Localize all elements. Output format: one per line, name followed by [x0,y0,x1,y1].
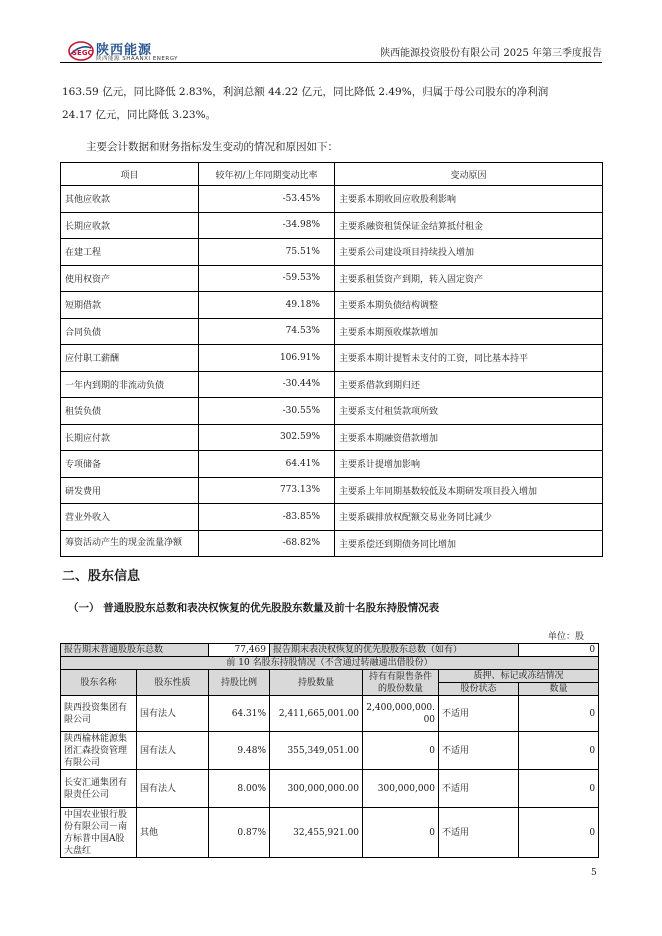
ratio-cell: 64.31% [209,696,270,732]
reason-cell: 主要系本期计提暂未支付的工资，同比基本持平 [335,345,603,372]
header-status: 股份状态 [439,683,519,696]
changes-table-header [61,163,603,186]
ratio-cell: 106.91% [199,345,335,372]
nature-cell: 国有法人 [137,732,209,770]
reason-cell: 主要系本期负债结构调整 [335,292,603,319]
header-ratio: 较年初/上年同期变动比率 [199,163,335,186]
header-restricted: 持有有限售条件的股份数量 [363,670,439,696]
table-row [61,770,599,808]
ratio-cell: 8.00% [209,770,270,808]
item-cell: 使用权资产 [61,265,199,292]
ratio-cell: 74.53% [199,318,335,345]
ratio-cell: 64.41% [199,451,335,478]
company-logo-icon [68,40,94,62]
table-row [61,265,603,292]
changes-table [60,162,603,557]
amount-cell: 300,000,000.00 [270,770,363,808]
header-reason: 变动原因 [335,163,603,186]
restricted-cell: 300,000,000 [363,770,439,808]
pref-holders-label: 报告期末表决权恢复的优先股股东总数（如有） [270,644,519,657]
report-title: 陕西能源投资股份有限公司 2025 年第三季度报告 [380,48,602,59]
summary-row [61,644,599,657]
nature-cell: 国有法人 [137,770,209,808]
item-cell: 短期借款 [61,292,199,319]
logo-text-en: 陕西能源 SHAANXI ENERGY [96,56,179,62]
ratio-cell: -30.55% [199,398,335,425]
item-cell: 应付职工薪酬 [61,345,199,372]
reason-cell: 主要系计提增加影响 [335,451,603,478]
logo-text-cn: 陕西能源 [96,43,153,58]
table-row [61,186,603,213]
reason-cell: 主要系支付租赁款项所致 [335,398,603,425]
amount-cell: 355,349,051.00 [270,732,363,770]
item-cell: 营业外收入 [61,504,199,531]
table-row [61,477,603,504]
table-row [61,808,599,858]
table-row [61,345,603,372]
restricted-cell: 2,400,000,000.00 [363,696,439,732]
ratio-cell: 302.59% [199,424,335,451]
ratio-cell: -83.85% [199,504,335,531]
restricted-cell: 0 [363,808,439,858]
table-row [61,371,603,398]
header-pledge: 质押、标记或冻结情况 [439,670,599,683]
reason-cell: 主要系本期融资借款增加 [335,424,603,451]
table-row [61,696,599,732]
ratio-cell: 75.51% [199,239,335,266]
status-cell: 不适用 [439,770,519,808]
table-row [61,212,603,239]
pref-holders-value: 0 [519,644,599,657]
header-nature: 股东性质 [137,670,209,696]
quantity-cell: 0 [519,732,599,770]
subsection-title: （一） 普通股股东总数和表决权恢复的优先股股东数量及前十名股东持股情况表 [68,602,440,614]
item-cell: 其他应收款 [61,186,199,213]
item-cell: 筹资活动产生的现金流量净额 [61,530,199,557]
logo-mark-text: SEGC [72,49,93,57]
name-cell: 陕西投资集团有限公司 [61,696,137,732]
item-cell: 长期应收款 [61,212,199,239]
restricted-cell: 0 [363,732,439,770]
reason-cell: 主要系租赁资产到期，转入固定资产 [335,265,603,292]
header-item: 项目 [61,163,199,186]
reason-cell: 主要系本期收回应收股利影响 [335,186,603,213]
header-ratio: 持股比例 [209,670,270,696]
top10-title-row [61,657,599,670]
status-cell: 不适用 [439,808,519,858]
ratio-cell: -53.45% [199,186,335,213]
intro-line-2: 24.17 亿元，同比降低 3.23%。 [62,109,217,121]
item-cell: 专项储备 [61,451,199,478]
reason-cell: 主要系融资租赁保证金结算抵付租金 [335,212,603,239]
table-row [61,292,603,319]
quantity-cell: 0 [519,770,599,808]
total-holders-value: 77,469 [209,644,270,657]
quantity-cell: 0 [519,808,599,858]
name-cell: 陕西榆林能源集团汇森投资管理有限公司 [61,732,137,770]
reason-cell: 主要系本期预收煤款增加 [335,318,603,345]
amount-cell: 2,411,665,001.00 [270,696,363,732]
ratio-cell: 9.48% [209,732,270,770]
table-row [61,732,599,770]
amount-cell: 32,455,921.00 [270,808,363,858]
status-cell: 不适用 [439,696,519,732]
item-cell: 研发费用 [61,477,199,504]
table-row [61,239,603,266]
header-divider [60,62,602,63]
item-cell: 合同负债 [61,318,199,345]
header-amount: 持股数量 [270,670,363,696]
item-cell: 一年内到期的非流动负债 [61,371,199,398]
table-row [61,318,603,345]
ratio-cell: 49.18% [199,292,335,319]
page-header [60,34,602,64]
reason-cell: 主要系借款到期归还 [335,371,603,398]
item-cell: 租赁负债 [61,398,199,425]
status-cell: 不适用 [439,732,519,770]
ratio-cell: -68.82% [199,530,335,557]
section-title: 二、股东信息 [62,569,141,584]
ratio-cell: -59.53% [199,265,335,292]
ratio-cell: 773.13% [199,477,335,504]
intro-line-3: 主要会计数据和财务指标发生变动的情况和原因如下： [86,141,338,153]
ratio-cell: -34.98% [199,212,335,239]
ratio-cell: -30.44% [199,371,335,398]
header-quantity: 数量 [519,683,599,696]
ratio-cell: 0.87% [209,808,270,858]
nature-cell: 其他 [137,808,209,858]
header-name: 股东名称 [61,670,137,696]
shareholder-header-row [61,670,599,683]
name-cell: 长安汇通集团有限责任公司 [61,770,137,808]
reason-cell: 主要系偿还到期债务同比增加 [335,530,603,557]
nature-cell: 国有法人 [137,696,209,732]
intro-line-1: 163.59 亿元，同比降低 2.83%，利润总额 44.22 亿元，同比降低 2.49%，归属于母公司股东的净利润 [62,86,549,98]
top10-title: 前 10 名股东持股情况（不含通过转融通出借股份） [61,657,599,670]
shareholder-table [60,643,599,858]
item-cell: 长期应付款 [61,424,199,451]
name-cell: 中国农业银行股份有限公司－南方标普中国A股大盘红 [61,808,137,858]
table-row [61,451,603,478]
reason-cell: 主要系上年同期基数较低及本期研发项目投入增加 [335,477,603,504]
page-number: 5 [591,868,597,878]
reason-cell: 主要系碳排放权配额交易业务同比减少 [335,504,603,531]
reason-cell: 主要系公司建设项目持续投入增加 [335,239,603,266]
table-row [61,530,603,557]
company-logo [68,38,178,64]
table-row [61,398,603,425]
item-cell: 在建工程 [61,239,199,266]
unit-label: 单位：股 [548,632,585,642]
table-row [61,424,603,451]
total-holders-label: 报告期末普通股股东总数 [61,644,209,657]
quantity-cell: 0 [519,696,599,732]
table-row [61,504,603,531]
